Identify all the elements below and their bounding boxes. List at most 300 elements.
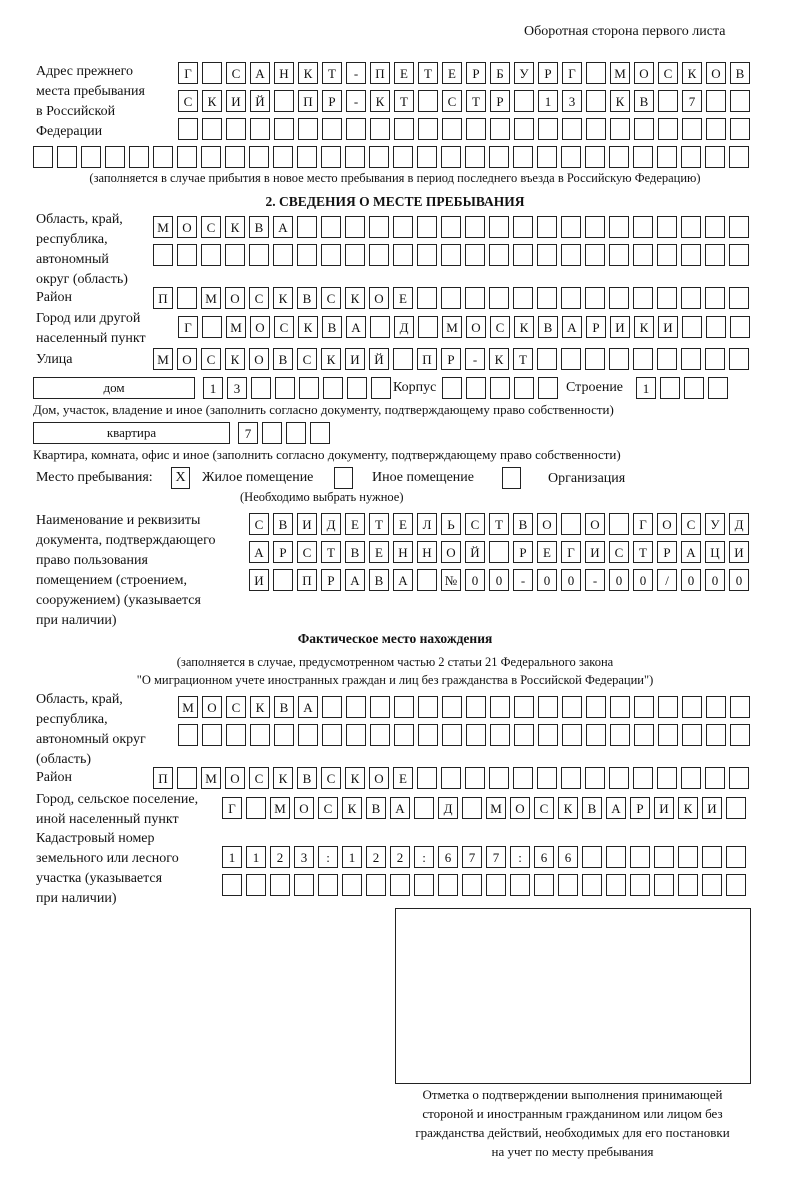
char-cell[interactable]: Е [442, 62, 462, 84]
char-cell[interactable]: № [441, 569, 461, 591]
char-cell[interactable]: О [249, 348, 269, 370]
char-cell[interactable] [562, 724, 582, 746]
char-cell[interactable]: К [514, 316, 534, 338]
char-cell[interactable]: М [178, 696, 198, 718]
char-cell[interactable]: 6 [558, 846, 578, 868]
char-cell[interactable] [585, 146, 605, 168]
char-cell[interactable] [273, 569, 293, 591]
char-cell[interactable] [178, 724, 198, 746]
char-cell[interactable] [706, 316, 726, 338]
char-cell[interactable] [177, 767, 197, 789]
char-cell[interactable]: К [345, 767, 365, 789]
char-cell[interactable]: Е [393, 513, 413, 535]
char-cell[interactable]: Е [369, 541, 389, 563]
char-cell[interactable]: Р [466, 62, 486, 84]
char-cell[interactable]: : [414, 846, 434, 868]
char-cell[interactable] [322, 696, 342, 718]
char-cell[interactable] [682, 316, 702, 338]
char-cell[interactable] [262, 422, 282, 444]
char-cell[interactable]: К [273, 767, 293, 789]
char-cell[interactable] [514, 696, 534, 718]
char-cell[interactable] [418, 118, 438, 140]
char-cell[interactable] [251, 377, 271, 399]
char-cell[interactable] [250, 118, 270, 140]
char-cell[interactable] [442, 118, 462, 140]
char-cell[interactable]: 6 [534, 846, 554, 868]
char-cell[interactable] [609, 146, 629, 168]
char-cell[interactable]: В [322, 316, 342, 338]
char-cell[interactable]: Ь [441, 513, 461, 535]
char-cell[interactable]: В [366, 797, 386, 819]
char-cell[interactable]: Т [466, 90, 486, 112]
house-type-field[interactable]: дом [33, 377, 195, 399]
char-cell[interactable] [585, 287, 605, 309]
char-cell[interactable] [538, 696, 558, 718]
char-cell[interactable]: - [465, 348, 485, 370]
char-cell[interactable] [730, 696, 750, 718]
char-cell[interactable] [441, 216, 461, 238]
char-cell[interactable] [514, 377, 534, 399]
char-cell[interactable]: С [274, 316, 294, 338]
char-cell[interactable]: А [562, 316, 582, 338]
char-cell[interactable] [730, 118, 750, 140]
char-cell[interactable] [681, 767, 701, 789]
char-cell[interactable] [318, 874, 338, 896]
char-cell[interactable] [322, 724, 342, 746]
char-cell[interactable]: А [346, 316, 366, 338]
char-cell[interactable] [466, 377, 486, 399]
char-cell[interactable]: 0 [489, 569, 509, 591]
char-cell[interactable]: Е [393, 287, 413, 309]
char-cell[interactable] [370, 316, 390, 338]
char-cell[interactable]: 7 [238, 422, 258, 444]
char-cell[interactable] [370, 118, 390, 140]
char-cell[interactable]: О [441, 541, 461, 563]
char-cell[interactable] [370, 724, 390, 746]
char-cell[interactable]: У [514, 62, 534, 84]
char-cell[interactable] [561, 513, 581, 535]
char-cell[interactable] [418, 316, 438, 338]
char-cell[interactable]: 3 [294, 846, 314, 868]
char-cell[interactable] [345, 216, 365, 238]
char-cell[interactable] [705, 287, 725, 309]
char-cell[interactable]: И [729, 541, 749, 563]
char-cell[interactable]: А [390, 797, 410, 819]
char-cell[interactable]: И [658, 316, 678, 338]
char-cell[interactable] [222, 874, 242, 896]
char-cell[interactable]: Е [393, 767, 413, 789]
char-cell[interactable]: А [606, 797, 626, 819]
char-cell[interactable] [606, 846, 626, 868]
char-cell[interactable]: Н [274, 62, 294, 84]
char-cell[interactable]: А [250, 62, 270, 84]
char-cell[interactable]: В [582, 797, 602, 819]
char-cell[interactable] [702, 846, 722, 868]
char-cell[interactable]: Р [321, 569, 341, 591]
char-cell[interactable]: К [298, 62, 318, 84]
char-cell[interactable] [633, 767, 653, 789]
char-cell[interactable]: М [486, 797, 506, 819]
char-cell[interactable]: 0 [705, 569, 725, 591]
char-cell[interactable] [201, 146, 221, 168]
char-cell[interactable]: Й [369, 348, 389, 370]
char-cell[interactable] [394, 118, 414, 140]
char-cell[interactable]: О [537, 513, 557, 535]
char-cell[interactable] [462, 874, 482, 896]
char-cell[interactable] [513, 146, 533, 168]
char-cell[interactable]: С [297, 541, 317, 563]
char-cell[interactable] [585, 244, 605, 266]
char-cell[interactable] [418, 696, 438, 718]
char-cell[interactable] [346, 118, 366, 140]
char-cell[interactable] [369, 244, 389, 266]
apartment-type-field[interactable]: квартира [33, 422, 230, 444]
char-cell[interactable] [393, 216, 413, 238]
char-cell[interactable] [489, 244, 509, 266]
char-cell[interactable]: Б [490, 62, 510, 84]
char-cell[interactable]: В [274, 696, 294, 718]
char-cell[interactable]: 6 [438, 846, 458, 868]
char-cell[interactable] [275, 377, 295, 399]
char-cell[interactable]: А [298, 696, 318, 718]
char-cell[interactable]: О [585, 513, 605, 535]
char-cell[interactable] [462, 797, 482, 819]
char-cell[interactable] [561, 287, 581, 309]
char-cell[interactable]: Д [394, 316, 414, 338]
char-cell[interactable] [606, 874, 626, 896]
char-cell[interactable]: - [513, 569, 533, 591]
char-cell[interactable] [438, 874, 458, 896]
char-cell[interactable] [442, 724, 462, 746]
char-cell[interactable] [585, 767, 605, 789]
char-cell[interactable] [730, 90, 750, 112]
char-cell[interactable]: Т [633, 541, 653, 563]
char-cell[interactable] [585, 348, 605, 370]
char-cell[interactable] [297, 146, 317, 168]
char-cell[interactable]: 1 [636, 377, 656, 399]
char-cell[interactable]: В [513, 513, 533, 535]
char-cell[interactable]: О [177, 348, 197, 370]
char-cell[interactable] [414, 797, 434, 819]
char-cell[interactable]: О [202, 696, 222, 718]
char-cell[interactable]: 0 [609, 569, 629, 591]
char-cell[interactable]: 7 [486, 846, 506, 868]
char-cell[interactable] [513, 244, 533, 266]
char-cell[interactable] [33, 146, 53, 168]
char-cell[interactable] [610, 696, 630, 718]
char-cell[interactable] [537, 348, 557, 370]
char-cell[interactable]: С [226, 696, 246, 718]
char-cell[interactable] [561, 244, 581, 266]
char-cell[interactable]: К [610, 90, 630, 112]
char-cell[interactable] [270, 874, 290, 896]
char-cell[interactable] [705, 767, 725, 789]
char-cell[interactable]: К [298, 316, 318, 338]
char-cell[interactable] [486, 874, 506, 896]
char-cell[interactable] [586, 696, 606, 718]
char-cell[interactable]: К [634, 316, 654, 338]
char-cell[interactable] [726, 797, 746, 819]
char-cell[interactable]: Г [561, 541, 581, 563]
char-cell[interactable]: С [201, 348, 221, 370]
char-cell[interactable] [226, 118, 246, 140]
char-cell[interactable] [273, 146, 293, 168]
char-cell[interactable] [562, 696, 582, 718]
char-cell[interactable] [705, 146, 725, 168]
char-cell[interactable]: С [321, 287, 341, 309]
char-cell[interactable] [586, 90, 606, 112]
char-cell[interactable] [490, 118, 510, 140]
char-cell[interactable] [726, 846, 746, 868]
char-cell[interactable]: В [273, 348, 293, 370]
char-cell[interactable]: Р [273, 541, 293, 563]
char-cell[interactable] [633, 287, 653, 309]
char-cell[interactable]: 2 [366, 846, 386, 868]
char-cell[interactable]: К [558, 797, 578, 819]
char-cell[interactable] [682, 696, 702, 718]
char-cell[interactable] [729, 146, 749, 168]
char-cell[interactable] [633, 348, 653, 370]
char-cell[interactable] [414, 874, 434, 896]
char-cell[interactable] [513, 767, 533, 789]
char-cell[interactable]: Т [489, 513, 509, 535]
char-cell[interactable]: : [510, 846, 530, 868]
char-cell[interactable]: В [249, 216, 269, 238]
char-cell[interactable] [678, 846, 698, 868]
char-cell[interactable] [538, 724, 558, 746]
char-cell[interactable]: Т [513, 348, 533, 370]
char-cell[interactable]: О [466, 316, 486, 338]
char-cell[interactable] [441, 146, 461, 168]
char-cell[interactable]: П [370, 62, 390, 84]
char-cell[interactable]: О [510, 797, 530, 819]
char-cell[interactable] [417, 146, 437, 168]
char-cell[interactable]: Н [417, 541, 437, 563]
char-cell[interactable] [582, 874, 602, 896]
char-cell[interactable]: В [634, 90, 654, 112]
char-cell[interactable] [417, 244, 437, 266]
char-cell[interactable] [534, 874, 554, 896]
char-cell[interactable]: О [250, 316, 270, 338]
char-cell[interactable]: К [225, 348, 245, 370]
char-cell[interactable] [657, 287, 677, 309]
char-cell[interactable] [706, 90, 726, 112]
char-cell[interactable] [417, 767, 437, 789]
char-cell[interactable] [660, 377, 680, 399]
char-cell[interactable] [730, 724, 750, 746]
char-cell[interactable]: И [249, 569, 269, 591]
char-cell[interactable]: И [654, 797, 674, 819]
char-cell[interactable]: 1 [246, 846, 266, 868]
char-cell[interactable] [153, 244, 173, 266]
char-cell[interactable] [729, 244, 749, 266]
char-cell[interactable] [298, 724, 318, 746]
char-cell[interactable] [706, 724, 726, 746]
char-cell[interactable] [418, 90, 438, 112]
char-cell[interactable] [514, 90, 534, 112]
char-cell[interactable]: Й [250, 90, 270, 112]
char-cell[interactable] [489, 287, 509, 309]
char-cell[interactable]: П [297, 569, 317, 591]
char-cell[interactable] [585, 216, 605, 238]
char-cell[interactable]: О [225, 287, 245, 309]
char-cell[interactable] [705, 244, 725, 266]
char-cell[interactable]: М [201, 287, 221, 309]
char-cell[interactable]: П [153, 287, 173, 309]
char-cell[interactable] [393, 146, 413, 168]
char-cell[interactable] [490, 377, 510, 399]
char-cell[interactable]: Д [321, 513, 341, 535]
char-cell[interactable] [657, 348, 677, 370]
char-cell[interactable] [298, 118, 318, 140]
char-cell[interactable] [321, 146, 341, 168]
char-cell[interactable]: - [346, 62, 366, 84]
char-cell[interactable]: П [417, 348, 437, 370]
char-cell[interactable]: Р [586, 316, 606, 338]
char-cell[interactable]: Т [321, 541, 341, 563]
char-cell[interactable] [705, 216, 725, 238]
char-cell[interactable] [225, 146, 245, 168]
char-cell[interactable]: М [270, 797, 290, 819]
char-cell[interactable] [561, 216, 581, 238]
char-cell[interactable] [537, 287, 557, 309]
char-cell[interactable]: 1 [342, 846, 362, 868]
char-cell[interactable]: Й [465, 541, 485, 563]
char-cell[interactable] [441, 767, 461, 789]
char-cell[interactable]: К [273, 287, 293, 309]
char-cell[interactable]: В [297, 767, 317, 789]
char-cell[interactable]: С [201, 216, 221, 238]
char-cell[interactable]: С [465, 513, 485, 535]
char-cell[interactable]: К [682, 62, 702, 84]
char-cell[interactable] [657, 244, 677, 266]
char-cell[interactable] [369, 146, 389, 168]
char-cell[interactable] [729, 216, 749, 238]
char-cell[interactable] [538, 118, 558, 140]
char-cell[interactable] [562, 118, 582, 140]
char-cell[interactable] [465, 767, 485, 789]
char-cell[interactable] [682, 118, 702, 140]
char-cell[interactable]: П [298, 90, 318, 112]
char-cell[interactable]: Ц [705, 541, 725, 563]
char-cell[interactable]: М [610, 62, 630, 84]
char-cell[interactable]: 7 [682, 90, 702, 112]
char-cell[interactable] [393, 244, 413, 266]
char-cell[interactable]: Р [513, 541, 533, 563]
char-cell[interactable]: 3 [562, 90, 582, 112]
char-cell[interactable] [466, 696, 486, 718]
char-cell[interactable] [321, 244, 341, 266]
char-cell[interactable] [681, 146, 701, 168]
char-cell[interactable] [490, 696, 510, 718]
char-cell[interactable]: М [201, 767, 221, 789]
char-cell[interactable] [371, 377, 391, 399]
char-cell[interactable] [609, 287, 629, 309]
char-cell[interactable]: Г [562, 62, 582, 84]
char-cell[interactable]: О [369, 767, 389, 789]
char-cell[interactable] [708, 377, 728, 399]
char-cell[interactable] [489, 216, 509, 238]
char-cell[interactable] [489, 767, 509, 789]
char-cell[interactable] [417, 287, 437, 309]
char-cell[interactable] [442, 377, 462, 399]
char-cell[interactable] [177, 244, 197, 266]
char-cell[interactable] [297, 244, 317, 266]
char-cell[interactable] [657, 216, 677, 238]
char-cell[interactable] [609, 348, 629, 370]
char-cell[interactable] [634, 724, 654, 746]
organization-checkbox[interactable] [502, 467, 521, 489]
char-cell[interactable] [561, 767, 581, 789]
char-cell[interactable]: О [706, 62, 726, 84]
char-cell[interactable] [465, 146, 485, 168]
char-cell[interactable]: К [345, 287, 365, 309]
char-cell[interactable]: Е [537, 541, 557, 563]
char-cell[interactable] [514, 118, 534, 140]
char-cell[interactable] [294, 874, 314, 896]
char-cell[interactable] [609, 244, 629, 266]
char-cell[interactable] [634, 696, 654, 718]
char-cell[interactable]: - [346, 90, 366, 112]
char-cell[interactable]: Р [441, 348, 461, 370]
char-cell[interactable]: 7 [462, 846, 482, 868]
char-cell[interactable]: Д [729, 513, 749, 535]
char-cell[interactable]: В [369, 569, 389, 591]
char-cell[interactable]: Т [369, 513, 389, 535]
char-cell[interactable]: К [370, 90, 390, 112]
char-cell[interactable]: С [249, 767, 269, 789]
char-cell[interactable] [513, 287, 533, 309]
char-cell[interactable] [81, 146, 101, 168]
char-cell[interactable]: К [250, 696, 270, 718]
char-cell[interactable] [513, 216, 533, 238]
char-cell[interactable] [370, 696, 390, 718]
char-cell[interactable] [465, 216, 485, 238]
char-cell[interactable] [730, 316, 750, 338]
char-cell[interactable] [105, 146, 125, 168]
char-cell[interactable] [706, 118, 726, 140]
char-cell[interactable]: В [345, 541, 365, 563]
char-cell[interactable] [323, 377, 343, 399]
char-cell[interactable]: С [321, 767, 341, 789]
char-cell[interactable] [442, 696, 462, 718]
char-cell[interactable] [366, 874, 386, 896]
char-cell[interactable]: Р [630, 797, 650, 819]
char-cell[interactable] [274, 90, 294, 112]
char-cell[interactable] [654, 846, 674, 868]
char-cell[interactable] [678, 874, 698, 896]
char-cell[interactable] [654, 874, 674, 896]
char-cell[interactable] [465, 287, 485, 309]
char-cell[interactable] [394, 696, 414, 718]
char-cell[interactable]: Р [322, 90, 342, 112]
char-cell[interactable]: О [225, 767, 245, 789]
char-cell[interactable]: А [681, 541, 701, 563]
char-cell[interactable]: Д [438, 797, 458, 819]
char-cell[interactable]: И [610, 316, 630, 338]
char-cell[interactable]: Е [345, 513, 365, 535]
char-cell[interactable]: К [678, 797, 698, 819]
char-cell[interactable]: Т [418, 62, 438, 84]
char-cell[interactable] [417, 569, 437, 591]
char-cell[interactable] [561, 146, 581, 168]
char-cell[interactable] [658, 90, 678, 112]
char-cell[interactable] [684, 377, 704, 399]
char-cell[interactable] [537, 146, 557, 168]
char-cell[interactable] [202, 62, 222, 84]
char-cell[interactable] [393, 348, 413, 370]
residential-checkbox[interactable]: X [171, 467, 190, 489]
